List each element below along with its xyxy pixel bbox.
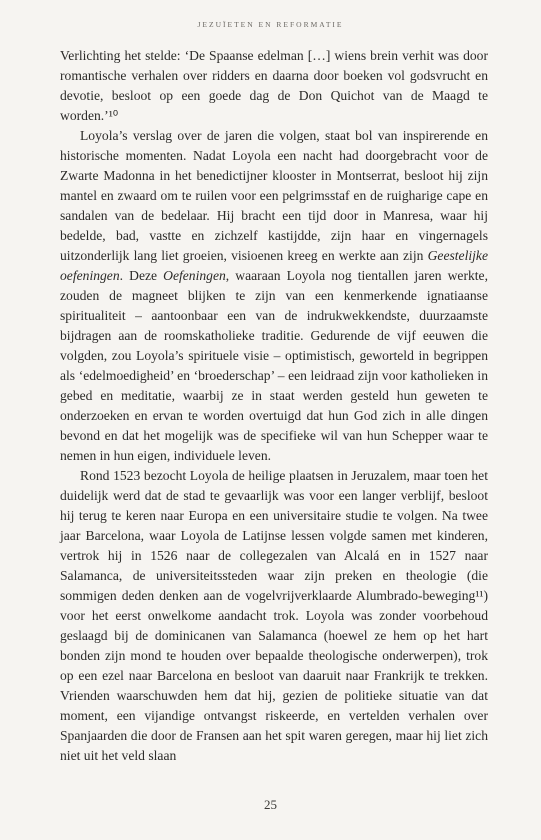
paragraph-jerusalem: Rond 1523 bezocht Loyola de heilige plaatsen in Jeruzalem, maar toen het duidelijk werd dat de stad te gevaarlijk was voor een langer verblijf, besloot hij terug te keren naar Europa en een universitaire studie te volgen. Na twee jaar Barcelona, waar Loyola de Latijnse lessen volgde samen met kinderen, vertrok hij in 1526 naar de collegezalen van Alcalá en in 1527 naar Salamanca, de universiteitssteden waar zijn preken en theologie (die sommigen deden denken aan de vogelvrijverklaarde Alumbrado-beweging¹¹) voor het eerst onwelkome aandacht trok. Loyola was zonder voorbehoud geslaagd bij de dominicanen van Salamanca (hoewel ze hem op het hart bonden zijn mond te houden over bepaalde theologische onderwerpen), trok op een ezel naar Barcelona en besloot van daaruit naar Frankrijk te trekken. Vrienden waarschuwden hem dat hij, gezien de politieke situatie van dat moment, een vijandige ontvangst riskeerde, en vertelden verhalen over Spanjaarden die door de Fransen aan het spit waren geregen, maar hij liet zich niet uit het veld slaan <box>60 468 488 763</box>
paragraph-text: , waaraan Loyola nog tientallen jaren werkte, zouden de magneet blijken te zijn van een kenmerkende ignatiaanse spiritualiteit – aantoonbaar een van de indrukwekkendste, duurzaamste bijdragen aan de roomskatholieke traditie. Gedurende de vijf eeuwen die volgden, zou Loyola’s spirituele visie – optimistisch, geworteld in begrippen als ‘edelmoedigheid’ en ‘broederschap’ – een leidraad zijn voor katholieken in gebed en meditatie, waarbij ze in staat werden gesteld hun geweten te onderzoeken en ervan te worden overtuigd dat hun God zich in alle dingen bevond en dat het mogelijk was de specifieke wil van hun Schepper waar te nemen in hun eigen, individuele leven. <box>60 268 488 463</box>
paragraph-text: Loyola’s verslag over de jaren die volgen, staat bol van inspirerende en historische momenten. Nadat Loyola een nacht had doorgebracht voor de Zwarte Madonna in het benedictijner klooster in Montserrat, besloot hij zijn mantel en zwaard om te ruilen voor een pelgrimsstaf en de ruigharige cape en sandalen van de bedelaar. Hij bracht een tijd door in Manresa, waar hij bedelde, bad, vastte en zichzelf kastijdde, zijn haar en vingernagels uitzonderlijk lang liet groeien, visioenen kreeg en werkte aan zijn <box>60 128 488 263</box>
book-title-italic: Geestelijke oefeningen <box>60 248 488 283</box>
page-number: 25 <box>264 797 277 812</box>
book-title-italic: Oefeningen <box>163 268 226 283</box>
paragraph-loyola-account <box>60 126 488 466</box>
body-text <box>60 46 488 766</box>
paragraph-text: . Deze <box>119 268 164 283</box>
paragraph-continued: Verlichting het stelde: ‘De Spaanse edelman […] wiens brein verhit was door romantische verhalen over ridders en daarna door boeken vol godsvrucht en devotie, besloot op een goede dag de Don Quichot van de Maagd te worden.’¹⁰ <box>60 48 488 123</box>
running-header: JEZUÏETEN EN REFORMATIE <box>197 20 344 29</box>
